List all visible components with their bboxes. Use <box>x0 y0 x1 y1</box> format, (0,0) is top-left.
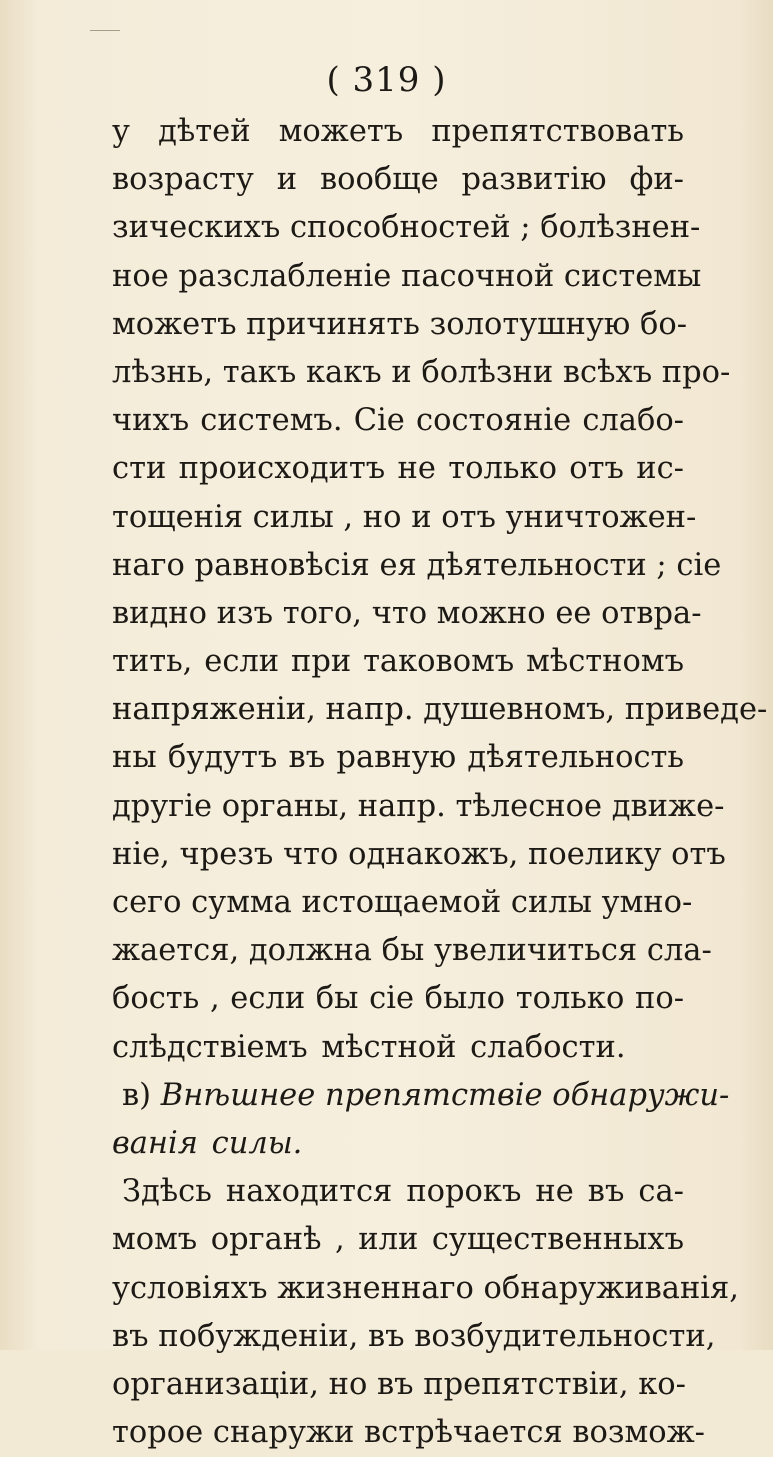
text-line: бость , если бы сіе было только по- <box>112 981 684 1017</box>
text-line: момъ органѣ , или существенныхъ <box>112 1222 684 1258</box>
section-label: в) <box>122 1077 152 1113</box>
text-line: тить, если при таковомъ мѣстномъ <box>112 644 684 680</box>
section-heading <box>112 1072 730 1120</box>
text-line: ны будутъ въ равную дѣятельность <box>112 740 684 776</box>
text-line: другіе органы, напр. тѣлесное движе- <box>112 788 725 824</box>
text-line: зическихъ способностей ; болѣзнен- <box>112 210 701 246</box>
text-line: тощенія силы , но и отъ уничтожен- <box>112 499 697 535</box>
section-heading-text: Внѣшнее препятствіе обнаружи- <box>160 1077 730 1113</box>
text-line: видно изъ того, что можно ее отвра- <box>112 595 702 631</box>
section-heading-continuation: ванія силы. <box>112 1125 303 1161</box>
text-line: торое снаружи встрѣчается возмож- <box>112 1415 705 1451</box>
text-line: у дѣтей можетъ препятствовать <box>112 114 684 149</box>
text-line: жается, должна бы увеличиться сла- <box>112 933 712 969</box>
text-line: напряженіи, напр. душевномъ, приведе- <box>112 692 768 728</box>
text-line: возрасту и вообще развитію фи- <box>112 162 684 198</box>
text-line: сего сумма истощаемой силы умно- <box>112 885 693 920</box>
text-line: условіяхъ жизненнаго обнаруживанія, <box>112 1270 739 1306</box>
text-line: Здѣсь находится порокъ не въ са- <box>122 1174 684 1210</box>
text-line: можетъ причинять золотушную бо- <box>112 306 688 342</box>
page-edge-mark <box>90 30 120 31</box>
text-line: лѣзнь, такъ какъ и болѣзни всѣхъ про- <box>112 354 731 390</box>
text-line: чихъ системъ. Сіе состояніе слабо- <box>112 403 684 439</box>
page-number: ( 319 ) <box>326 60 447 100</box>
body-text <box>112 108 768 1457</box>
text-line: ніе, чрезъ что однакожъ, поелику отъ <box>112 836 726 872</box>
text-line: сти происходитъ не только отъ ис- <box>112 451 684 487</box>
text-line: въ побужденіи, въ возбудительности, <box>112 1318 716 1354</box>
text-line: ное разслабленіе пасочной системы <box>112 258 702 294</box>
text-line: слѣдствіемъ мѣстной слабости. <box>112 1029 626 1065</box>
text-line: наго равновѣсія ея дѣятельности ; сіе <box>112 547 722 583</box>
text-line: организаціи, но въ препятствіи, ко- <box>112 1366 686 1402</box>
